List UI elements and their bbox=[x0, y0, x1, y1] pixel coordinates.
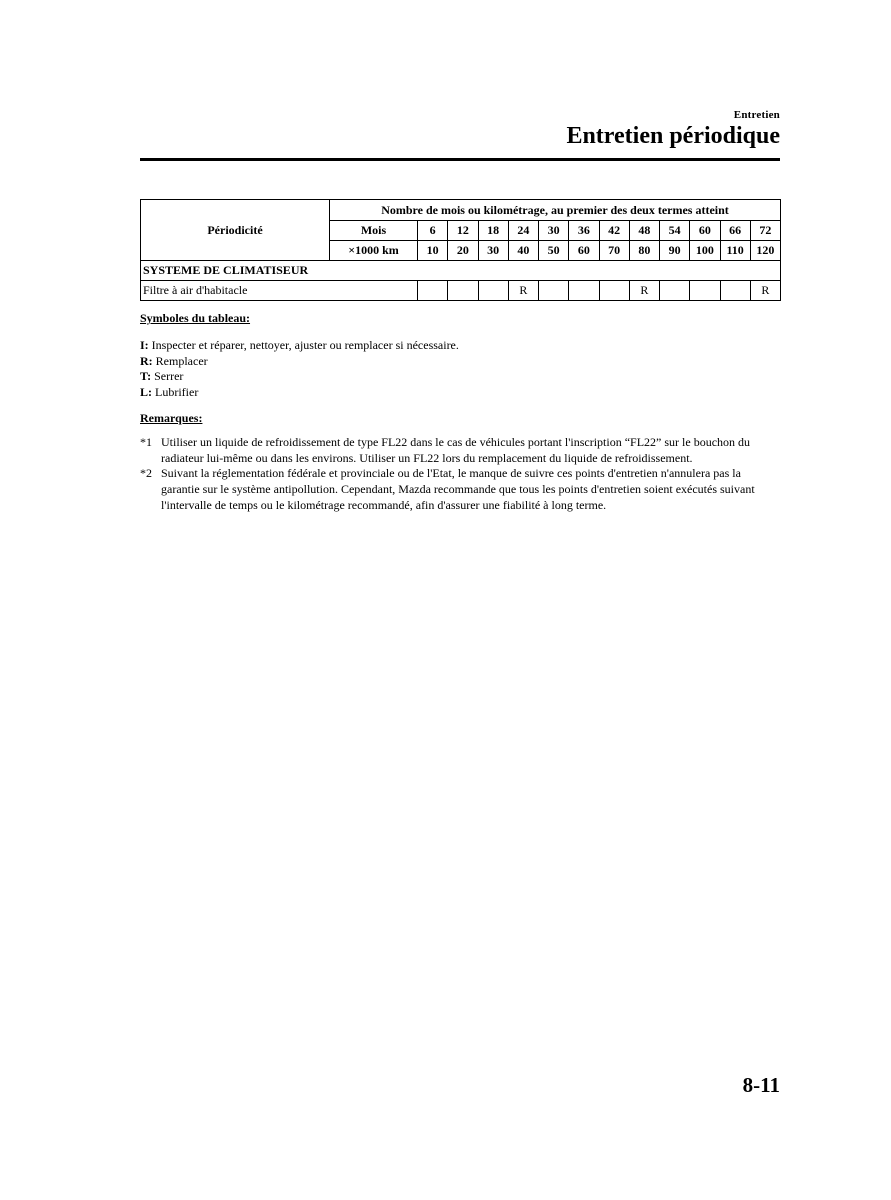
km-cell: 70 bbox=[599, 241, 629, 261]
symbol-text: Lubrifier bbox=[155, 385, 199, 400]
symbol-key: L: bbox=[140, 385, 152, 400]
month-cell: 18 bbox=[478, 221, 508, 241]
page-title: Entretien périodique bbox=[566, 123, 780, 149]
remark-marker: *2 bbox=[140, 466, 152, 481]
month-cell: 48 bbox=[629, 221, 659, 241]
month-cell: 24 bbox=[508, 221, 538, 241]
schedule-cell bbox=[448, 281, 478, 301]
symbol-item bbox=[140, 385, 782, 401]
remarks-heading: Remarques: bbox=[140, 410, 203, 425]
month-cell: 12 bbox=[448, 221, 478, 241]
remark-marker: *1 bbox=[140, 434, 152, 449]
schedule-cell bbox=[478, 281, 508, 301]
symbol-key: T: bbox=[140, 369, 152, 384]
km-cell: 120 bbox=[750, 241, 780, 261]
km-cell: 90 bbox=[660, 241, 690, 261]
section-heading: SYSTEME DE CLIMATISEUR bbox=[141, 261, 781, 281]
month-cell: 60 bbox=[690, 221, 720, 241]
notes bbox=[140, 311, 782, 514]
symbols-heading: Symboles du tableau: bbox=[140, 311, 251, 325]
symbol-key: I: bbox=[140, 337, 149, 352]
month-cell: 36 bbox=[569, 221, 599, 241]
month-cell: 54 bbox=[660, 221, 690, 241]
section-label: Entretien bbox=[733, 109, 780, 121]
schedule-cell: R bbox=[629, 281, 659, 301]
schedule-cell bbox=[599, 281, 629, 301]
month-cell: 30 bbox=[539, 221, 569, 241]
schedule-cell bbox=[539, 281, 569, 301]
schedule-cell bbox=[720, 281, 750, 301]
remark-text: Utiliser un liquide de refroidissement de type FL22 dans le cas de véhicules portant l'inscription “FL22” sur le bouchon du radiateur lui-même ou dans les environs. Utiliser un FL22 lors du remplacement du liquide de refroidissement. bbox=[161, 434, 751, 465]
month-cell: 6 bbox=[418, 221, 448, 241]
remark-item bbox=[140, 466, 782, 513]
remark-item bbox=[140, 435, 782, 467]
km-cell: 50 bbox=[539, 241, 569, 261]
symbols-list bbox=[140, 338, 782, 401]
km-cell: 30 bbox=[478, 241, 508, 261]
symbol-item bbox=[140, 354, 782, 370]
symbol-item bbox=[140, 369, 782, 385]
remark-text: Suivant la réglementation fédérale et provinciale ou de l'Etat, le manque de suivre ces points d'entretien n'annulera pas la garantie sur le système antipollution. Cependant, Mazda recommande que tous les points d'entretien soient exécutés suivant l'intervalle de temps ou le kilométrage recommandé, afin d'assurer une fiabilité à long terme. bbox=[161, 466, 755, 512]
month-cell: 72 bbox=[750, 221, 780, 241]
km-label: ×1000 km bbox=[330, 241, 418, 261]
km-cell: 10 bbox=[418, 241, 448, 261]
schedule-cell: R bbox=[750, 281, 780, 301]
interval-header: Nombre de mois ou kilométrage, au premier des deux termes atteint bbox=[330, 200, 781, 221]
km-cell: 40 bbox=[508, 241, 538, 261]
schedule-cell bbox=[690, 281, 720, 301]
symbol-item bbox=[140, 338, 782, 354]
km-cell: 60 bbox=[569, 241, 599, 261]
symbol-text: Serrer bbox=[154, 369, 184, 384]
symbol-key: R: bbox=[140, 353, 153, 368]
km-cell: 110 bbox=[720, 241, 750, 261]
km-cell: 100 bbox=[690, 241, 720, 261]
maintenance-table bbox=[140, 199, 781, 301]
item-label: Filtre à air d'habitacle bbox=[141, 281, 418, 301]
month-cell: 66 bbox=[720, 221, 750, 241]
table-header-row bbox=[141, 200, 781, 221]
schedule-cell bbox=[660, 281, 690, 301]
periodicity-header: Périodicité bbox=[141, 200, 330, 261]
schedule-cell bbox=[569, 281, 599, 301]
month-cell: 42 bbox=[599, 221, 629, 241]
symbol-text: Remplacer bbox=[155, 353, 208, 368]
km-cell: 80 bbox=[629, 241, 659, 261]
page-number: 8-11 bbox=[742, 1073, 780, 1097]
section-row bbox=[141, 261, 781, 281]
table-row bbox=[141, 281, 781, 301]
symbol-text: Inspecter et réparer, nettoyer, ajuster ou remplacer si nécessaire. bbox=[151, 337, 459, 352]
schedule-cell: R bbox=[508, 281, 538, 301]
months-label: Mois bbox=[330, 221, 418, 241]
km-cell: 20 bbox=[448, 241, 478, 261]
schedule-cell bbox=[418, 281, 448, 301]
remarks-list bbox=[140, 435, 782, 514]
title-rule bbox=[140, 158, 780, 161]
